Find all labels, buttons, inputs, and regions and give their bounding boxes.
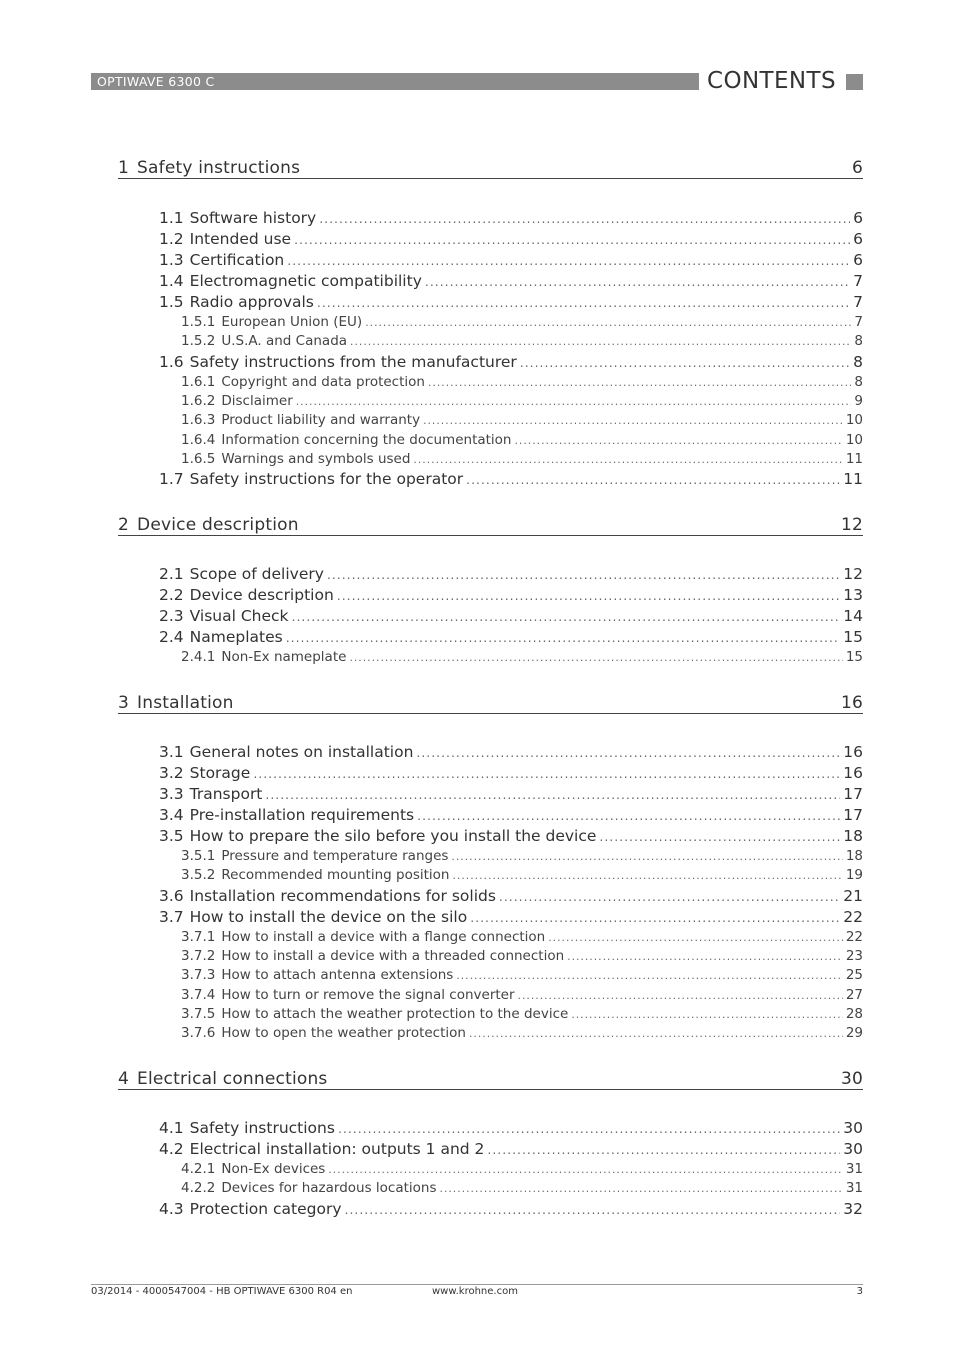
toc-entry[interactable]	[159, 1199, 863, 1220]
toc-entry[interactable]	[159, 907, 863, 928]
toc-entry-page: 8	[853, 352, 863, 371]
dot-leader	[338, 1118, 840, 1139]
toc-entry[interactable]	[181, 1160, 863, 1179]
footer-doc-ref: 03/2014 - 4000547004 - HB OPTIWAVE 6300 R04 en	[91, 1286, 353, 1297]
toc-entry-number: 3.7	[159, 907, 184, 926]
section-heading[interactable]	[118, 150, 863, 179]
toc-entry[interactable]	[181, 1005, 863, 1024]
toc-entry[interactable]	[181, 450, 863, 469]
toc-entry-page: 30	[843, 1140, 863, 1158]
toc-entry-title: Transport	[189, 785, 263, 803]
toc-entry-page: 23	[845, 947, 863, 964]
toc-entry[interactable]	[181, 1179, 863, 1198]
page-title: CONTENTS	[706, 68, 836, 94]
toc-entry[interactable]	[159, 784, 863, 805]
section-title: Electrical connections	[137, 1069, 328, 1089]
toc-entry-title: Installation recommendations for solids	[189, 886, 496, 905]
dot-leader	[599, 826, 840, 847]
header-document-name: OPTIWAVE 6300 C	[97, 74, 215, 89]
toc-entry-page: 13	[843, 586, 863, 604]
toc-entry-number: 2.2	[159, 586, 184, 604]
section-title: Installation	[137, 693, 234, 713]
dot-leader	[518, 986, 843, 1005]
toc-entry-page: 11	[845, 450, 863, 467]
toc-entry-number: 3.3	[159, 785, 184, 803]
dot-leader	[319, 208, 850, 229]
toc-entry[interactable]	[181, 986, 863, 1005]
dot-leader	[327, 564, 840, 585]
dot-leader	[515, 431, 843, 450]
toc-entry[interactable]	[181, 411, 863, 430]
section-page: 30	[840, 1069, 863, 1089]
dot-leader	[287, 250, 850, 271]
toc-entry-page: 31	[845, 1180, 863, 1197]
toc-entry-number: 1.6	[159, 352, 184, 371]
dot-leader	[451, 847, 842, 866]
footer-divider	[91, 1284, 863, 1285]
toc-entry-page: 19	[845, 867, 863, 884]
toc-entry-page: 31	[845, 1161, 863, 1177]
toc-entry[interactable]	[159, 627, 863, 648]
section-number: 2	[118, 515, 130, 535]
toc-entry[interactable]	[159, 585, 863, 606]
dot-leader	[571, 1005, 843, 1024]
toc-entry[interactable]	[181, 928, 863, 947]
toc-entry-title: How to prepare the silo before you install the device	[189, 827, 597, 845]
dot-leader	[428, 373, 851, 392]
toc-entry-title: Radio approvals	[189, 293, 314, 311]
toc-entry[interactable]	[159, 208, 863, 229]
toc-entry[interactable]	[159, 352, 863, 373]
toc-entry-title: Pressure and temperature ranges	[221, 848, 449, 864]
dot-leader	[470, 907, 840, 928]
toc-entry-title: How to install a device with a flange connection	[221, 928, 546, 945]
toc-entry-number: 4.2	[159, 1140, 184, 1158]
toc-entry-page: 17	[843, 806, 863, 824]
toc-entry-page: 32	[843, 1199, 863, 1218]
toc-entry-title: Warnings and symbols used	[221, 450, 411, 467]
toc-entry-number: 2.1	[159, 565, 184, 583]
toc-entry-page: 8	[854, 333, 863, 350]
toc-entry-title: Product liability and warranty	[221, 412, 421, 429]
toc-entry-page: 22	[845, 928, 863, 945]
dot-leader	[253, 763, 840, 784]
toc-entry-title: How to turn or remove the signal converter	[221, 986, 515, 1003]
toc-entry-page: 6	[853, 251, 863, 269]
toc-entry-number: 1.2	[159, 230, 184, 248]
footer-page-number: 3	[856, 1286, 863, 1297]
toc-entry-title: Software history	[189, 209, 317, 227]
toc-entry-title: How to attach antenna extensions	[221, 967, 454, 984]
dot-leader	[416, 742, 840, 763]
toc-entry[interactable]	[181, 866, 863, 885]
dot-leader	[292, 606, 841, 627]
toc-entry[interactable]	[159, 606, 863, 627]
toc-entry-title: Safety instructions	[189, 1119, 335, 1137]
toc-entry-number: 3.5.1	[181, 848, 216, 864]
toc-entry[interactable]	[181, 373, 863, 392]
dot-leader	[452, 866, 842, 885]
toc-entry-title: Visual Check	[189, 607, 289, 625]
section-heading[interactable]	[118, 685, 863, 714]
toc-entry-title: U.S.A. and Canada	[221, 333, 348, 350]
toc-entry-number: 3.5	[159, 827, 184, 845]
toc-entry[interactable]	[159, 742, 863, 763]
dot-leader	[425, 271, 850, 292]
toc-entry[interactable]	[181, 431, 863, 450]
toc-entry-number: 4.2.1	[181, 1161, 216, 1177]
toc-entry-page: 16	[843, 764, 863, 782]
toc-entry-number: 1.5.1	[181, 314, 216, 330]
toc-entry-title: Non-Ex nameplate	[221, 649, 347, 665]
toc-entry-title: How to install a device with a threaded connection	[221, 947, 565, 964]
toc-entry-title: Certification	[189, 251, 285, 269]
dot-leader	[365, 313, 851, 332]
toc-entry-page: 27	[845, 986, 863, 1003]
section-title: Safety instructions	[137, 158, 301, 178]
toc-entry-page: 15	[845, 649, 863, 665]
dot-leader	[466, 469, 840, 490]
dot-leader	[520, 352, 850, 373]
section-page: 6	[851, 158, 863, 178]
toc-entry[interactable]	[159, 763, 863, 784]
toc-entry-page: 14	[843, 607, 863, 625]
toc-entry[interactable]	[159, 886, 863, 907]
toc-entry-number: 3.2	[159, 764, 184, 782]
dot-leader	[417, 805, 840, 826]
toc-entry[interactable]	[181, 966, 863, 985]
toc-entry-number: 3.6	[159, 886, 184, 905]
toc-entry[interactable]	[159, 564, 863, 585]
toc-entry-page: 12	[843, 565, 863, 583]
toc-entry-page: 30	[843, 1119, 863, 1137]
dot-leader	[317, 292, 850, 313]
dot-leader	[294, 229, 850, 250]
toc-entry-title: Copyright and data protection	[221, 373, 425, 390]
section-title: Device description	[137, 515, 299, 535]
toc-entry[interactable]	[159, 250, 863, 271]
dot-leader	[349, 648, 842, 667]
toc-entry-number: 3.7.2	[181, 947, 216, 964]
toc-entry-title: Electromagnetic compatibility	[189, 272, 422, 290]
toc-entry[interactable]	[159, 1118, 863, 1139]
toc-entry-title: Disclaimer	[221, 392, 293, 409]
toc-entry-number: 3.7.4	[181, 986, 216, 1003]
toc-entry[interactable]	[159, 826, 863, 847]
toc-entry-page: 29	[845, 1025, 863, 1042]
toc-entry-page: 18	[843, 827, 863, 845]
toc-entry-number: 2.4.1	[181, 649, 216, 665]
toc-entry-number: 3.5.2	[181, 867, 216, 884]
dot-leader	[328, 1160, 842, 1179]
section-heading[interactable]	[118, 507, 863, 536]
toc-entry-title: How to attach the weather protection to the device	[221, 1005, 569, 1022]
toc-entry-title: Devices for hazardous locations	[221, 1180, 437, 1197]
dot-leader	[548, 928, 843, 947]
toc-entry-number: 1.6.2	[181, 392, 216, 409]
toc-entry-title: European Union (EU)	[221, 314, 363, 330]
toc-entry[interactable]	[181, 648, 863, 667]
toc-entry-page: 7	[853, 293, 863, 311]
toc-entry-page: 18	[845, 848, 863, 864]
toc-entry-page: 11	[843, 470, 863, 489]
dot-leader	[499, 886, 840, 907]
toc-entry-page: 15	[843, 628, 863, 646]
toc-entry-number: 1.6.3	[181, 412, 216, 429]
toc-entry-title: Recommended mounting position	[221, 867, 450, 884]
toc-entry-title: How to open the weather protection	[221, 1025, 466, 1042]
toc-entry-title: General notes on installation	[189, 743, 414, 761]
toc-entry-title: Safety instructions for the operator	[189, 470, 464, 489]
toc-entry[interactable]	[159, 271, 863, 292]
toc-entry-number: 1.6.5	[181, 450, 216, 467]
toc-entry-title: Nameplates	[189, 628, 283, 646]
toc-entry-title: Protection category	[189, 1199, 342, 1218]
footer-website: www.krohne.com	[432, 1286, 518, 1297]
toc-entry-title: Pre-installation requirements	[189, 806, 415, 824]
toc-entry-title: Safety instructions from the manufacturer	[189, 352, 517, 371]
dot-leader	[296, 392, 852, 411]
toc-entry-number: 3.7.3	[181, 967, 216, 984]
toc-entry-number: 1.6.1	[181, 373, 216, 390]
toc-entry-number: 1.6.4	[181, 431, 216, 448]
toc-entry-title: Storage	[189, 764, 251, 782]
toc-entry-number: 3.7.1	[181, 928, 216, 945]
toc-entry-title: Scope of delivery	[189, 565, 324, 583]
toc-entry-number: 3.7.6	[181, 1025, 216, 1042]
toc-entry[interactable]	[159, 229, 863, 250]
toc-entry-page: 9	[854, 392, 863, 409]
toc-entry-page: 6	[853, 230, 863, 248]
toc-entry-number: 3.4	[159, 806, 184, 824]
dot-leader	[440, 1179, 843, 1198]
dot-leader	[487, 1139, 840, 1160]
toc-entry-number: 4.3	[159, 1199, 184, 1218]
section-number: 4	[118, 1069, 130, 1089]
toc-entry-page: 28	[845, 1005, 863, 1022]
toc-entry-page: 7	[854, 314, 863, 330]
toc-entry-page: 7	[853, 272, 863, 290]
dot-leader	[567, 947, 843, 966]
toc-entry-page: 8	[854, 373, 863, 390]
section-page: 12	[840, 515, 863, 535]
toc-entry-title: Electrical installation: outputs 1 and 2	[189, 1140, 485, 1158]
toc-entry[interactable]	[181, 947, 863, 966]
section-number: 1	[118, 158, 130, 178]
toc-entry-number: 1.1	[159, 209, 184, 227]
toc-entry[interactable]	[181, 313, 863, 332]
dot-leader	[286, 627, 841, 648]
toc-entry-number: 1.5	[159, 293, 184, 311]
toc-entry-page: 10	[845, 412, 863, 429]
toc-entry-page: 10	[845, 431, 863, 448]
toc-entry[interactable]	[181, 1024, 863, 1043]
toc-entry[interactable]	[159, 292, 863, 313]
dot-leader	[413, 450, 842, 469]
toc-entry-number: 4.2.2	[181, 1180, 216, 1197]
dot-leader	[337, 585, 840, 606]
toc-entry-number: 2.3	[159, 607, 184, 625]
toc-entry-number: 1.3	[159, 251, 184, 269]
toc-entry-number: 3.1	[159, 743, 184, 761]
dot-leader	[265, 784, 840, 805]
toc-entry-number: 3.7.5	[181, 1005, 216, 1022]
section-number: 3	[118, 693, 130, 713]
toc-entry-number: 1.4	[159, 272, 184, 290]
dot-leader	[456, 966, 843, 985]
toc-entry-number: 1.5.2	[181, 333, 216, 350]
section-heading[interactable]	[118, 1061, 863, 1090]
section-page: 16	[840, 693, 863, 713]
dot-leader	[469, 1024, 843, 1043]
toc-entry[interactable]	[181, 847, 863, 866]
toc-entry-page: 25	[845, 967, 863, 984]
toc-entry[interactable]	[181, 392, 863, 411]
toc-entry[interactable]	[181, 332, 863, 351]
toc-entry-number: 2.4	[159, 628, 184, 646]
toc-entry-page: 16	[843, 743, 863, 761]
toc-entry[interactable]	[159, 805, 863, 826]
toc-entry-page: 22	[843, 907, 863, 926]
toc-entry-number: 4.1	[159, 1119, 184, 1137]
toc-entry[interactable]	[159, 469, 863, 490]
toc-entry-title: Information concerning the documentation	[221, 431, 512, 448]
toc-entry-page: 17	[843, 785, 863, 803]
dot-leader	[423, 411, 843, 430]
dot-leader	[350, 332, 851, 351]
toc-entry-number: 1.7	[159, 470, 184, 489]
toc-entry-title: Intended use	[189, 230, 292, 248]
toc-entry-title: Non-Ex devices	[221, 1161, 326, 1177]
toc-entry[interactable]	[159, 1139, 863, 1160]
toc-entry-page: 6	[853, 209, 863, 227]
toc-entry-title: How to install the device on the silo	[189, 907, 468, 926]
dot-leader	[345, 1199, 841, 1220]
toc-entry-title: Device description	[189, 586, 334, 604]
toc-entry-page: 21	[843, 886, 863, 905]
